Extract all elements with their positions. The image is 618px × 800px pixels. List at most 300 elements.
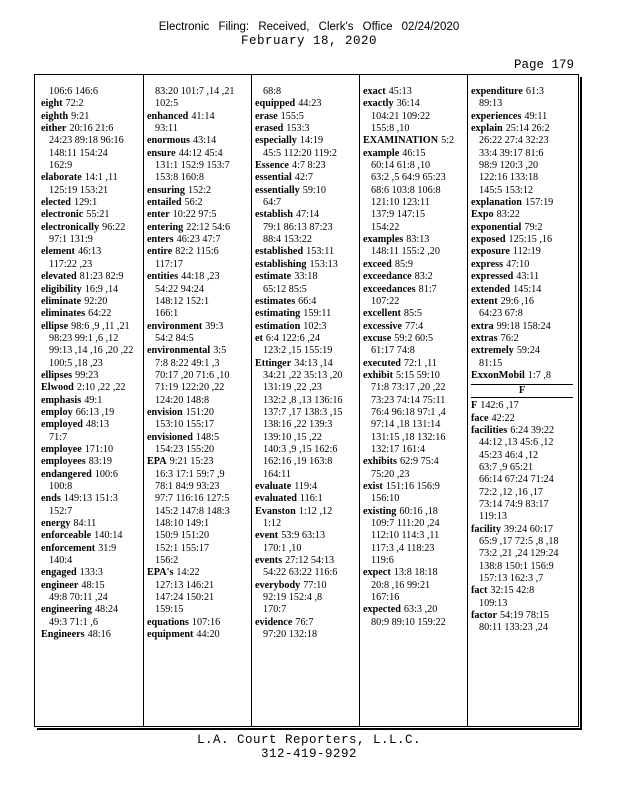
index-term: estimation <box>255 320 301 332</box>
index-term: excuse <box>363 332 392 344</box>
page-line-refs: 155:8 ,10 <box>371 123 410 135</box>
page-line-refs: 45:23 46:4 ,12 <box>479 449 539 461</box>
page-line-refs: 131:1 152:9 153:7 <box>155 160 230 172</box>
page-line-refs: 65:12 85:5 <box>263 283 307 295</box>
page-line-refs: 31:9 <box>98 542 117 554</box>
page-line-refs: 123:2 ,15 155:19 <box>263 345 333 357</box>
page-line-refs: 25:14 26:2 <box>505 123 550 135</box>
page-line-refs: 49:3 71:1 ,6 <box>49 616 98 628</box>
index-term: fact <box>471 585 488 597</box>
page-line-refs: 148:11 154:24 <box>49 147 108 159</box>
index-column-1 <box>41 86 143 716</box>
index-entry <box>41 580 143 605</box>
index-entry <box>363 456 465 481</box>
page-line-refs: 140:4 <box>49 555 73 567</box>
page-line-refs: 92:19 152:4 ,8 <box>263 592 323 604</box>
page-line-refs: 63:2 ,5 64:9 65:23 <box>371 172 446 184</box>
reporter-phone: 312-419-9292 <box>260 747 357 761</box>
index-entry <box>255 493 357 505</box>
reporter-footer <box>0 733 618 761</box>
index-term: EPA's <box>147 567 174 579</box>
page-line-refs: 14:22 <box>176 567 200 579</box>
page-line-refs: 153:3 <box>286 123 310 135</box>
index-entry <box>363 284 465 309</box>
page-line-refs: 152:7 <box>49 505 73 517</box>
index-entry <box>471 271 573 283</box>
index-term: evaluated <box>255 493 297 505</box>
page-line-refs: 1:12 ,12 <box>298 505 333 517</box>
index-term: exhibit <box>363 369 394 381</box>
index-term: explain <box>471 123 503 135</box>
filing-date: February 18, 2020 <box>240 34 378 48</box>
page-line-refs: 97:14 ,18 131:14 <box>371 419 441 431</box>
index-entry <box>41 271 143 283</box>
page-line-refs: 66:4 <box>298 295 317 307</box>
index-entry <box>255 308 357 320</box>
page-line-refs: 5:2 <box>441 135 455 147</box>
index-entry <box>255 98 357 110</box>
page-line-refs: 83:13 <box>406 234 430 246</box>
page-line-refs: 32:15 42:8 <box>490 585 535 597</box>
index-term: equations <box>147 616 189 628</box>
index-entry <box>363 333 465 358</box>
index-term: establish <box>255 209 293 221</box>
index-entry <box>471 296 573 321</box>
page-line-refs: 13:8 18:18 <box>393 567 438 579</box>
page-line-refs: 4:7 8:23 <box>291 160 326 172</box>
page-line-refs: 7:8 8:22 49:1 ,3 <box>155 357 220 369</box>
index-term: extra <box>471 320 494 332</box>
page-line-refs: 83:22 <box>496 209 520 221</box>
page-line-refs: 140:14 <box>94 530 123 542</box>
page-line-refs: 117:3 ,4 118:23 <box>371 542 435 554</box>
index-column-5 <box>471 86 573 716</box>
index-entry <box>471 259 573 271</box>
page-line-refs: 99:18 158:24 <box>496 320 551 332</box>
page-line-refs: 81:15 <box>479 357 503 369</box>
page-line-refs: 153:11 <box>306 246 335 258</box>
index-term: extremely <box>471 345 514 357</box>
page-line-refs: 44:12 ,13 45:6 ,12 <box>479 437 554 449</box>
page-line-refs: 68:6 103:8 106:8 <box>371 184 441 196</box>
index-term: EPA <box>147 456 167 468</box>
page-line-refs: 5:15 59:10 <box>396 369 440 381</box>
page-line-refs: 60:16 ,18 <box>399 505 438 517</box>
index-entry <box>471 610 573 635</box>
page-line-refs: 153:10 155:17 <box>155 419 215 431</box>
index-entry <box>147 432 249 457</box>
index-term: exposed <box>471 234 506 246</box>
column-divider <box>359 74 360 727</box>
page-line-refs: 34:13 ,14 <box>294 357 333 369</box>
page-line-refs: 107:16 <box>191 616 221 628</box>
index-term: erase <box>255 110 278 122</box>
page-line-refs: 22:12 54:6 <box>186 221 231 233</box>
page-line-refs: 145:5 153:12 <box>479 184 534 196</box>
index-term: EXAMINATION <box>363 135 439 147</box>
index-entry <box>255 209 357 246</box>
index-term: exact <box>363 86 386 97</box>
index-term: extended <box>471 283 511 295</box>
index-term: ends <box>41 493 61 505</box>
index-term: employ <box>41 406 73 418</box>
page-line-refs: 68:8 <box>263 86 282 97</box>
index-entry <box>471 400 573 412</box>
index-term: express <box>471 258 504 270</box>
index-term: essential <box>255 172 292 184</box>
index-entry <box>147 197 249 209</box>
page-line-refs: 88:4 153:22 <box>263 234 312 246</box>
index-term: ensuring <box>147 184 185 196</box>
index-term: either <box>41 123 67 135</box>
index-entry <box>41 284 143 296</box>
page-line-refs: 107:22 <box>371 295 400 307</box>
page-line-refs: 48:13 <box>85 419 110 431</box>
page-line-refs: 159:11 <box>303 308 332 320</box>
page-line-refs: 148:11 155:2 ,20 <box>371 246 440 258</box>
index-entry <box>255 259 357 271</box>
index-entry <box>41 543 143 568</box>
index-term: Evanston <box>255 505 296 517</box>
page-line-refs: 76:4 96:18 97:1 ,4 <box>371 406 446 418</box>
page-line-refs: 100:6 <box>94 468 118 480</box>
index-term: Ettinger <box>255 357 292 369</box>
index-term: explanation <box>471 197 522 209</box>
page-line-refs: 54:22 63:22 116:6 <box>263 567 338 579</box>
index-term: exposure <box>471 246 510 258</box>
page-line-refs: 117:22 ,23 <box>49 258 93 270</box>
index-term: events <box>255 555 283 567</box>
index-entry <box>471 284 573 296</box>
index-entry <box>255 160 357 172</box>
page-line-refs: 125:15 ,16 <box>508 234 553 246</box>
index-entry <box>363 148 465 234</box>
page-line-refs: 45:13 <box>388 86 412 97</box>
index-term: facility <box>471 523 501 535</box>
page-line-refs: 79:1 86:13 87:23 <box>263 221 333 233</box>
index-entry <box>471 321 573 333</box>
page-line-refs: 131:19 ,22 ,23 <box>263 382 322 394</box>
index-entry <box>41 567 143 579</box>
index-term: expenditure <box>471 86 523 97</box>
page-line-refs: 100:5 ,18 ,23 <box>49 357 103 369</box>
index-entry <box>41 629 143 641</box>
page-line-refs: 154:22 <box>371 221 400 233</box>
page-line-refs: 96:22 <box>102 221 126 233</box>
page-line-refs: 164:11 <box>263 468 291 480</box>
page-line-refs: 44:20 <box>196 629 220 641</box>
page-line-refs: 84:11 <box>73 518 97 530</box>
index-term: enters <box>147 234 174 246</box>
page-line-refs: 33:18 <box>294 271 318 283</box>
page-line-refs: 106:6 146:6 <box>49 86 98 97</box>
page-line-refs: 151:16 156:9 <box>385 481 440 492</box>
index-term: ellipse <box>41 320 69 332</box>
index-term: F <box>471 400 478 412</box>
index-term: estimate <box>255 271 292 283</box>
index-entry <box>471 333 573 345</box>
index-entry <box>41 209 143 221</box>
page-line-refs: 54:2 84:5 <box>155 332 194 344</box>
index-entry <box>255 333 357 358</box>
index-entry <box>255 617 357 642</box>
index-entry <box>41 246 143 271</box>
index-entry <box>471 234 573 246</box>
page-line-refs: 1:12 <box>263 518 282 530</box>
page-line-refs: 44:18 ,23 <box>181 271 220 283</box>
page-line-refs: 76:2 <box>500 332 519 344</box>
index-term: estimating <box>255 308 301 320</box>
column-divider <box>143 74 144 727</box>
index-term: erased <box>255 123 284 135</box>
index-entry <box>255 530 357 555</box>
index-term: eighth <box>41 110 69 122</box>
index-entry <box>255 246 357 258</box>
page-line-refs: 127:13 146:21 <box>155 579 215 591</box>
index-term: employees <box>41 456 86 468</box>
index-term: executed <box>363 357 401 369</box>
index-term: evidence <box>255 616 293 628</box>
page-line-refs: 79:2 <box>524 221 543 233</box>
page-line-refs: 81:7 <box>418 283 437 295</box>
index-entry <box>255 86 357 98</box>
page-line-refs: 73:23 74:14 75:11 <box>371 394 446 406</box>
page-line-refs: 77:4 <box>405 320 424 332</box>
index-term: established <box>255 246 304 258</box>
index-term: entering <box>147 221 184 233</box>
index-entry <box>41 530 143 542</box>
index-entry <box>147 86 249 111</box>
page-line-refs: 121:10 123:11 <box>371 197 430 209</box>
page-line-refs: 153:13 <box>309 258 338 270</box>
index-term: essentially <box>255 184 300 196</box>
page-line-refs: 152:2 <box>187 184 212 196</box>
index-entry <box>471 222 573 234</box>
page-line-refs: 20:16 21:6 <box>69 123 114 135</box>
page-line-refs: 10:22 97:5 <box>172 209 217 221</box>
column-divider <box>251 74 252 727</box>
page-line-refs: 155:5 <box>280 110 304 122</box>
index-term: examples <box>363 234 404 246</box>
index-term: envision <box>147 406 183 418</box>
page-line-refs: 116:1 <box>299 493 323 505</box>
index-entry <box>255 271 357 296</box>
page-line-refs: 82:2 115:6 <box>175 246 219 258</box>
page-line-refs: 49:1 <box>84 394 103 406</box>
index-term: engineering <box>41 604 92 616</box>
index-term: environment <box>147 320 203 332</box>
index-term: eight <box>41 98 63 110</box>
index-entry <box>147 148 249 185</box>
index-term: eliminate <box>41 295 82 307</box>
page-line-refs: 102:3 <box>303 320 327 332</box>
index-entry <box>147 407 249 432</box>
page-line-refs: 34:21 ,22 35:13 ,20 <box>263 369 343 381</box>
index-entry <box>363 481 465 506</box>
index-term: employed <box>41 419 83 431</box>
index-term: expressed <box>471 271 514 283</box>
page-line-refs: 59:24 <box>516 345 541 357</box>
index-entry <box>363 358 465 370</box>
index-term: everybody <box>255 579 301 591</box>
page-line-refs: 166:1 <box>155 308 179 320</box>
page-line-refs: 76:7 <box>295 616 314 628</box>
page-line-refs: 109:13 <box>479 597 508 609</box>
page-line-refs: 156:2 <box>155 555 179 567</box>
index-entry <box>41 296 143 308</box>
index-entry <box>147 234 249 246</box>
page-line-refs: 3:5 <box>213 345 227 357</box>
page-line-refs: 162:9 <box>49 160 73 172</box>
index-term: establishing <box>255 258 307 270</box>
index-entry <box>147 111 249 136</box>
page-line-refs: 97:20 132:18 <box>263 629 318 641</box>
page-line-refs: 119:4 <box>294 481 318 492</box>
index-term: exponential <box>471 221 522 233</box>
page-line-refs: 43:14 <box>193 135 217 147</box>
index-entry <box>471 123 573 197</box>
index-entry <box>41 407 143 419</box>
index-term: emphasis <box>41 394 82 406</box>
index-entry <box>363 506 465 568</box>
page-line-refs: 14:19 <box>299 135 324 147</box>
index-term: expected <box>363 604 401 616</box>
index-entry <box>147 135 249 147</box>
column-divider <box>467 74 468 727</box>
index-entry <box>41 222 143 247</box>
page-line-refs: 139:10 ,15 ,22 <box>263 431 322 443</box>
index-entry <box>363 567 465 604</box>
page-line-refs: 42:7 <box>294 172 313 184</box>
index-entry <box>363 271 465 283</box>
page-line-refs: 47:14 <box>295 209 320 221</box>
page-line-refs: 77:10 <box>303 579 327 591</box>
page-line-refs: 66:14 67:24 71:24 <box>479 474 554 486</box>
page-line-refs: 117:17 <box>155 258 183 270</box>
index-term: face <box>471 412 489 424</box>
page-line-refs: 75:20 ,23 <box>371 468 410 480</box>
page-line-refs: 151:20 <box>185 406 214 418</box>
page-line-refs: 150:9 151:20 <box>155 530 210 542</box>
index-term: element <box>41 246 75 258</box>
page-line-refs: 102:5 <box>155 98 179 110</box>
page-line-refs: 45:5 112:20 119:2 <box>263 147 337 159</box>
index-term: employee <box>41 443 82 455</box>
index-entry <box>471 425 573 524</box>
page-line-refs: 72:2 <box>65 98 84 110</box>
page-line-refs: 83:20 101:7 ,14 ,21 <box>155 86 235 97</box>
page-line-refs: 55:21 <box>86 209 110 221</box>
index-term: evaluate <box>255 481 292 492</box>
index-term: ensure <box>147 147 176 159</box>
index-entry <box>147 345 249 407</box>
page-line-refs: 62:9 75:4 <box>399 456 439 468</box>
index-entry <box>255 321 357 333</box>
index-term: elaborate <box>41 172 82 184</box>
index-entry <box>471 246 573 258</box>
index-entry <box>255 481 357 493</box>
page-line-refs: 148:10 149:1 <box>155 518 210 530</box>
page-line-refs: 43:11 <box>516 271 540 283</box>
index-entry <box>471 111 573 123</box>
index-term: Elwood <box>41 382 74 394</box>
letter-section-header: F <box>471 384 573 398</box>
index-term: envisioned <box>147 431 193 443</box>
page-line-refs: 98:6 ,9 ,11 ,21 <box>71 320 130 332</box>
page-line-refs: 89:13 <box>479 98 503 110</box>
page-line-refs: 47:10 <box>506 258 530 270</box>
page-line-refs: 63:3 ,20 <box>403 604 438 616</box>
page-line-refs: 99:23 <box>75 369 99 381</box>
page-line-refs: 71:7 <box>49 431 68 443</box>
index-entry <box>147 222 249 234</box>
index-entry <box>41 518 143 530</box>
page-line-refs: 72:1 ,11 <box>403 357 437 369</box>
index-entry <box>41 469 143 494</box>
page-line-refs: 46:13 <box>77 246 102 258</box>
page-line-refs: 27:12 54:13 <box>285 555 335 567</box>
index-term: ellipses <box>41 369 73 381</box>
index-term: exceedances <box>363 283 416 295</box>
page-line-refs: 97:1 131:9 <box>49 234 93 246</box>
page-line-refs: 39:24 60:17 <box>504 523 553 535</box>
index-term: extras <box>471 332 498 344</box>
index-term: exceed <box>363 258 392 270</box>
index-term: expect <box>363 567 391 579</box>
page-line-refs: 16:3 17:1 59:7 ,9 <box>155 468 225 480</box>
index-entry <box>363 234 465 259</box>
index-term: enhanced <box>147 110 189 122</box>
index-term: exhibits <box>363 456 397 468</box>
page-line-refs: 157:19 <box>524 197 554 209</box>
index-entry <box>41 382 143 394</box>
index-column-3 <box>255 86 357 716</box>
page-line-refs: 48:16 <box>87 629 111 641</box>
page-line-refs: 122:16 133:18 <box>479 172 539 184</box>
index-entry <box>471 413 573 425</box>
index-entry <box>41 456 143 468</box>
page-line-refs: 98:9 120:3 ,20 <box>479 160 539 172</box>
index-entry <box>147 209 249 221</box>
index-term: example <box>363 147 400 159</box>
page-line-refs: 36:14 <box>396 98 420 110</box>
index-entry <box>471 86 573 111</box>
index-term: estimates <box>255 295 296 307</box>
index-term: exactly <box>363 98 394 110</box>
page-line-refs: 81:23 82:9 <box>79 271 124 283</box>
page-line-refs: 112:19 <box>512 246 541 258</box>
index-entry <box>363 98 465 135</box>
page-line-refs: 46:15 <box>402 147 426 159</box>
index-column-2 <box>147 86 249 716</box>
page-line-refs: 137:9 147:15 <box>371 209 426 221</box>
index-entry <box>41 370 143 382</box>
page-line-refs: 145:2 147:8 148:3 <box>155 505 230 517</box>
index-entry <box>255 123 357 135</box>
index-term: elected <box>41 197 71 209</box>
page-line-refs: 6:4 122:6 ,24 <box>265 332 320 344</box>
index-entry <box>147 629 249 641</box>
page-line-refs: 100:8 <box>49 481 73 492</box>
page-line-refs: 63:7 ,9 65:21 <box>479 461 534 473</box>
index-term: engineer <box>41 579 79 591</box>
index-entry <box>147 246 249 271</box>
index-entry <box>41 604 143 629</box>
page-line-refs: 42:22 <box>491 412 515 424</box>
page-line-refs: 129:1 <box>73 197 98 209</box>
page-line-refs: 64:7 <box>263 197 282 209</box>
page-line-refs: 60:14 61:8 ,10 <box>371 160 431 172</box>
